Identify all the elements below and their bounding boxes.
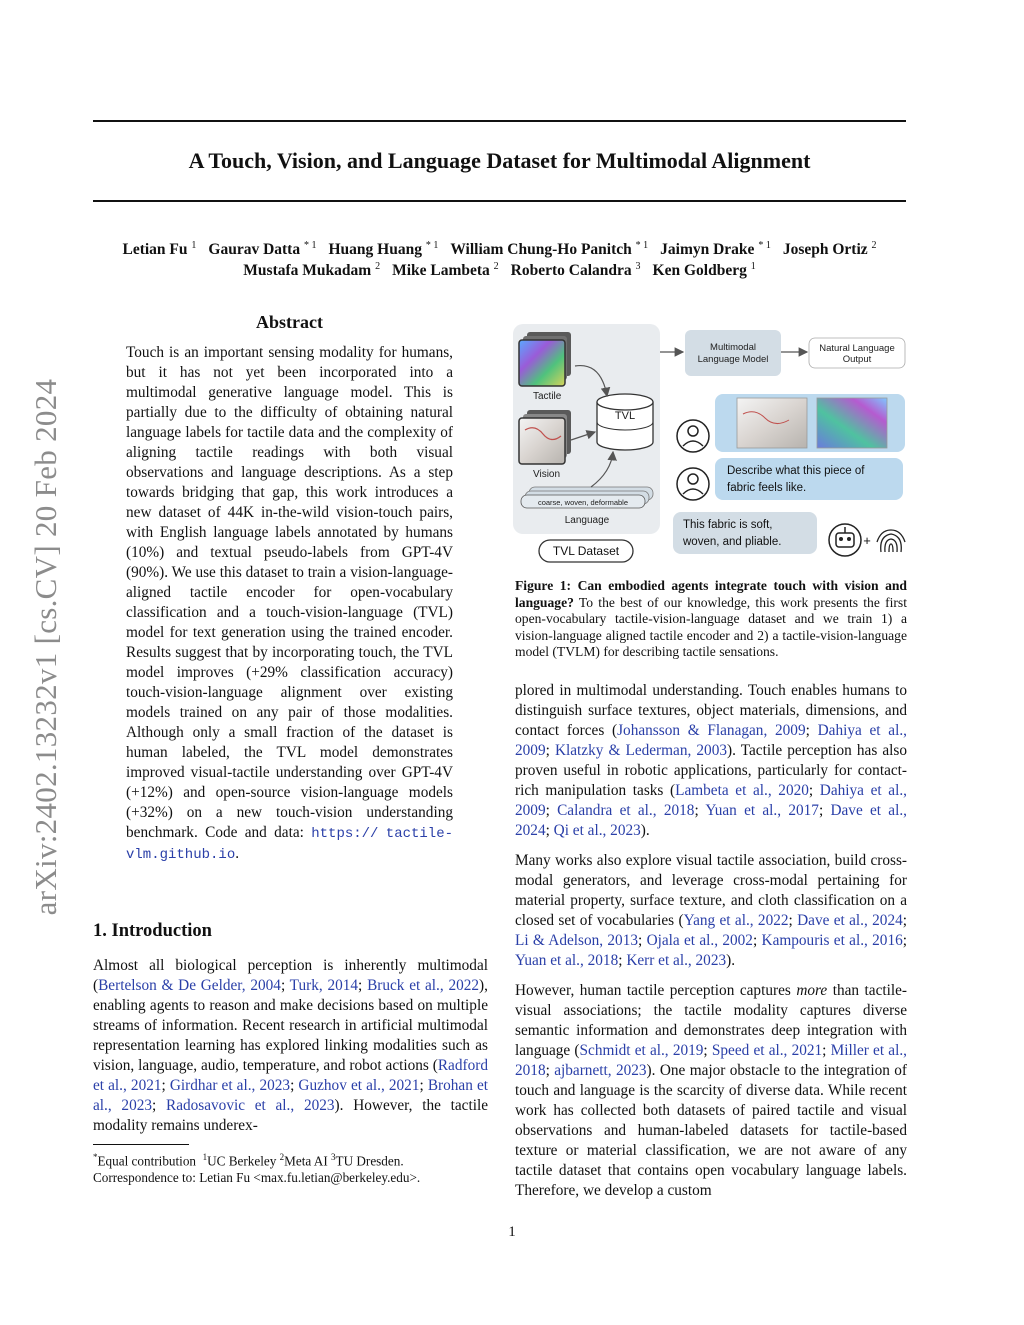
- caption-text: To the best of our knowledge, this work presents the first open-vocabulary tactile-vision-language dataset and we train 1) a vision-language aligned tactile encoder and 2) a tactile-vision-language model (TVLM) for describing tactile sensations.: [515, 594, 907, 659]
- citation-link[interactable]: Li & Adelson, 2013: [515, 932, 638, 949]
- citation-link[interactable]: Speed et al., 2021: [711, 1042, 823, 1059]
- author-name: Letian Fu $^1$: [122, 240, 197, 259]
- footnote-star: *: [93, 1152, 98, 1162]
- figure-1: [511, 322, 911, 572]
- paper-title: A Touch, Vision, and Language Dataset for Multimodal Alignment: [188, 148, 811, 173]
- author-name: Huang Huang $^{* 1}$: [328, 240, 439, 259]
- citation-link[interactable]: Johansson & Flanagan, 2009: [617, 722, 806, 739]
- intro-paragraph-3: [515, 851, 907, 971]
- abstract-end: .: [235, 845, 240, 862]
- paragraph-text: more: [796, 982, 828, 999]
- footnote-rule: [93, 1144, 189, 1145]
- arxiv-sidebar: [16, 355, 76, 940]
- citation-link[interactable]: Girdhar et al., 2023: [169, 1077, 291, 1094]
- paragraph-text: ).: [640, 822, 650, 839]
- paragraph-text: ;: [545, 1062, 555, 1079]
- aff1-num: 1: [202, 1152, 208, 1162]
- paragraph-text: ;: [902, 912, 907, 929]
- fingerprint-icon: [877, 530, 905, 552]
- arxiv-identifier: arXiv:2402.13232v1 [cs.CV] 20 Feb 2024: [28, 378, 63, 916]
- paragraph-text: than tactile-visual associations; the tactile modality captures diverse semantic information and demonstrates deep integration with language (: [515, 982, 907, 1059]
- tvl-database-icon: [597, 394, 653, 450]
- mlm-line-2: Language Model: [697, 354, 769, 365]
- mlm-line-1: Multimodal: [710, 342, 756, 353]
- citation-link[interactable]: Yuan et al., 2017: [705, 802, 819, 819]
- paragraph-text: ). However, the tactile modality remains underex-: [93, 1097, 488, 1134]
- author-name: Jaimyn Drake $^{* 1}$: [660, 240, 771, 259]
- paragraph-text: ;: [419, 1077, 428, 1094]
- paragraph-text: ;: [618, 952, 627, 969]
- person-icon: [677, 468, 709, 500]
- aff3-num: 3: [331, 1152, 336, 1162]
- person-icon: [677, 420, 709, 452]
- citation-link[interactable]: Dahiya et al., 2009: [515, 722, 907, 759]
- citation-link[interactable]: Dahiya et al., 2009: [515, 782, 907, 819]
- aff3: TU Dresden.: [335, 1153, 404, 1169]
- intro-paragraph-1: [93, 956, 488, 1136]
- author-affiliation: * 1: [425, 240, 439, 251]
- label-language: Language: [564, 515, 610, 526]
- paragraph-text: plored in multimodal understanding. Touch enables humans to distinguish surface textures, object materials, dimensions, and contact forces (: [515, 682, 907, 739]
- author-affiliation: 2: [375, 261, 381, 272]
- author-name: William Chung-Ho Panitch $^{* 1}$: [450, 240, 649, 259]
- paragraph-text: ;: [638, 932, 647, 949]
- paragraph-text: However, human tactile perception captures: [515, 982, 797, 999]
- answer-line-1: This fabric is soft,: [683, 519, 773, 531]
- paragraph-text: ;: [902, 932, 907, 949]
- citation-link[interactable]: Miller et al., 2018: [515, 1042, 907, 1079]
- citation-link[interactable]: Dave et al., 2024: [515, 802, 907, 839]
- label-vision: Vision: [533, 469, 561, 480]
- paragraph-text: ;: [703, 1042, 712, 1059]
- title-top-rule: [93, 120, 906, 122]
- citation-link[interactable]: Yuan et al., 2018: [515, 952, 619, 969]
- intro-paragraph-2: [515, 681, 907, 841]
- paragraph-text: ;: [805, 722, 818, 739]
- paragraph-text: ). One major obstacle to the integration of touch and language is the scarcity of diverse data. While recent work has collected both datasets of paired tactile and visual observations and human-labeled datasets for tactile-based texture or material classification, we are not aware of any tactile dataset that contains open vocabulary language labels. Therefore, we develop a custom: [515, 1062, 907, 1199]
- paragraph-text: ;: [694, 802, 706, 819]
- footnote: [93, 1149, 488, 1186]
- abstract-body: Touch is an important sensing modality for humans, but it has not yet been incorporated into a multimodal generative language model. This is partially due to the difficulty of obtaining natural language labels for tactile data and the complexity of aligning tactile readings with both visual observations and language descriptions. As a step towards bridging that gap, this work introduces a new dataset of 44K in-the-wild vision-touch pairs, with English language labels annotated by humans (10%) and textual pseudo-labels from GPT-4V (90%). We use this dataset to train a vision-language-aligned tactile encoder for open-vocabulary classification and a touch-vision-language (TVL) model for text generation using the trained encoder. Results suggest that by incorporating touch, the TVL model improves (+29% classification accuracy) touch-vision-language alignment over existing models trained on any pair of those modalities. Although only a small fraction of the dataset is human labeled, the TVL model demonstrates improved visual-tactile understanding over GPT-4V (+12%) and open-source vision-language models (+32%) on a new touch-vision understanding benchmark. Code and data:: [126, 344, 453, 841]
- chip-text: coarse, woven, deformable: [537, 498, 629, 507]
- figure-1-caption: [515, 578, 907, 661]
- plus-sign: +: [863, 533, 871, 548]
- page-number: 1: [508, 1224, 516, 1240]
- citation-link[interactable]: Qi et al., 2023: [553, 822, 641, 839]
- citation-link[interactable]: ajbarnett, 2023: [554, 1062, 647, 1079]
- paragraph-text: ;: [161, 1077, 170, 1094]
- paragraph-text: Many works also explore visual tactile association, build cross-modal generators, and leverage cross-modal pertaining for material property, surface texture, and cloth classification on a closed set of vocabularies (: [515, 852, 907, 929]
- author-affiliation: * 1: [303, 240, 317, 251]
- citation-link[interactable]: Brohan et al., 2023: [93, 1077, 488, 1114]
- author-name: Mike Lambeta $^2$: [392, 261, 499, 280]
- code-link[interactable]: https://: [311, 826, 379, 842]
- tvl-label: TVL: [614, 410, 636, 422]
- tactile-image: [817, 398, 887, 448]
- title-bottom-rule: [93, 200, 906, 202]
- question-line-1: Describe what this piece of: [727, 465, 865, 477]
- author-affiliation: * 1: [758, 240, 771, 251]
- aff2: Meta AI: [284, 1153, 328, 1169]
- caption-bold: Figure 1: Can embodied agents integrate touch with vision and language?: [515, 578, 907, 610]
- vision-images: [519, 410, 571, 464]
- citation-link[interactable]: Bruck et al., 2022: [367, 977, 480, 994]
- label-tactile: Tactile: [533, 391, 562, 402]
- citation-link[interactable]: Radford et al., 2021: [93, 1057, 488, 1094]
- tvl-dataset-label: TVL Dataset: [552, 544, 620, 558]
- paragraph-text: ;: [752, 932, 762, 949]
- figure-1-diagram: [511, 322, 911, 572]
- author-name: Joseph Ortiz $^2$: [782, 240, 877, 259]
- paragraph-text: ;: [788, 912, 798, 929]
- robot-icon: [829, 524, 861, 556]
- paragraph-text: ), enabling agents to reason and make decisions based on multiple streams of information. Recent research in artificial multimodal representation learning has explored linking modalities such as vision, language, audio, temperature, and robot actions (: [93, 977, 488, 1074]
- aff1: UC Berkeley: [207, 1153, 277, 1169]
- author-list-line-2: [93, 257, 906, 281]
- paragraph-text: ).: [726, 952, 736, 969]
- author-affiliation: 2: [871, 240, 877, 251]
- citation-link[interactable]: Dave et al., 2024: [797, 912, 903, 929]
- author-affiliation: 1: [750, 261, 756, 272]
- citation-link[interactable]: Kampouris et al., 2016: [761, 932, 903, 949]
- author-affiliation: 1: [191, 240, 197, 251]
- paragraph-text: ;: [545, 822, 554, 839]
- section-heading-introduction: 1. Introduction: [93, 921, 212, 941]
- paragraph-text: ). Tactile perception has also proven useful in robotic applications, particularly for contact-rich manipulation tasks (: [515, 742, 908, 799]
- intro-paragraph-4: [515, 981, 907, 1201]
- answer-line-2: woven, and pliable.: [683, 536, 782, 548]
- citation-link[interactable]: Kerr et al., 2023: [626, 952, 727, 969]
- citation-link[interactable]: Radosavovic et al., 2023: [166, 1097, 335, 1114]
- author-name: Gaurav Datta $^{* 1}$: [208, 240, 317, 259]
- citation-link[interactable]: Klatzky & Lederman, 2003: [554, 742, 727, 759]
- paragraph-text: ;: [545, 742, 555, 759]
- citation-link[interactable]: Ojala et al., 2002: [646, 932, 753, 949]
- tactile-images: [519, 332, 571, 386]
- paragraph-text: ;: [280, 977, 290, 994]
- citation-link[interactable]: Bertelson & De Gelder, 2004: [98, 977, 281, 994]
- paragraph-text: ;: [358, 977, 368, 994]
- paragraph-text: ;: [808, 782, 820, 799]
- citation-link[interactable]: Schmidt et al., 2019: [579, 1042, 704, 1059]
- citation-link[interactable]: Calandra et al., 2018: [557, 802, 695, 819]
- nlo-line-1: Natural Language: [819, 343, 895, 354]
- citation-link[interactable]: Turk, 2014: [289, 977, 359, 994]
- paragraph-text: ;: [818, 802, 831, 819]
- abstract-text: [126, 343, 453, 865]
- aff2-num: 2: [279, 1152, 285, 1162]
- abstract-heading: Abstract: [256, 312, 323, 332]
- paragraph-text: Almost all biological perception is inherently multimodal (: [93, 957, 488, 994]
- author-name: Roberto Calandra $^3$: [510, 261, 641, 280]
- question-line-2: fabric feels like.: [727, 482, 807, 494]
- author-affiliation: * 1: [635, 240, 649, 251]
- code-link-url[interactable]: tactile-vlm.github.io: [126, 826, 454, 863]
- paragraph-text: ;: [152, 1097, 166, 1114]
- nlo-line-2: Output: [842, 354, 872, 365]
- author-name: Mustafa Mukadam $^2$: [243, 261, 381, 280]
- citation-link[interactable]: Yang et al., 2022: [683, 912, 789, 929]
- multimodal-language-model-box: [685, 330, 781, 376]
- paragraph-text: ;: [545, 802, 558, 819]
- citation-link[interactable]: Lambeta et al., 2020: [675, 782, 809, 799]
- citation-link[interactable]: Guzhov et al., 2021: [298, 1077, 420, 1094]
- paragraph-text: ;: [290, 1077, 299, 1094]
- footnote-equal: Equal contribution: [97, 1153, 197, 1169]
- author-affiliation: 3: [635, 261, 641, 272]
- author-name: Ken Goldberg $^1$: [652, 261, 756, 280]
- paragraph-text: ;: [822, 1042, 831, 1059]
- correspondence: Correspondence to: Letian Fu <max.fu.letian@berkeley.edu>.: [93, 1170, 421, 1186]
- author-affiliation: 2: [493, 261, 499, 272]
